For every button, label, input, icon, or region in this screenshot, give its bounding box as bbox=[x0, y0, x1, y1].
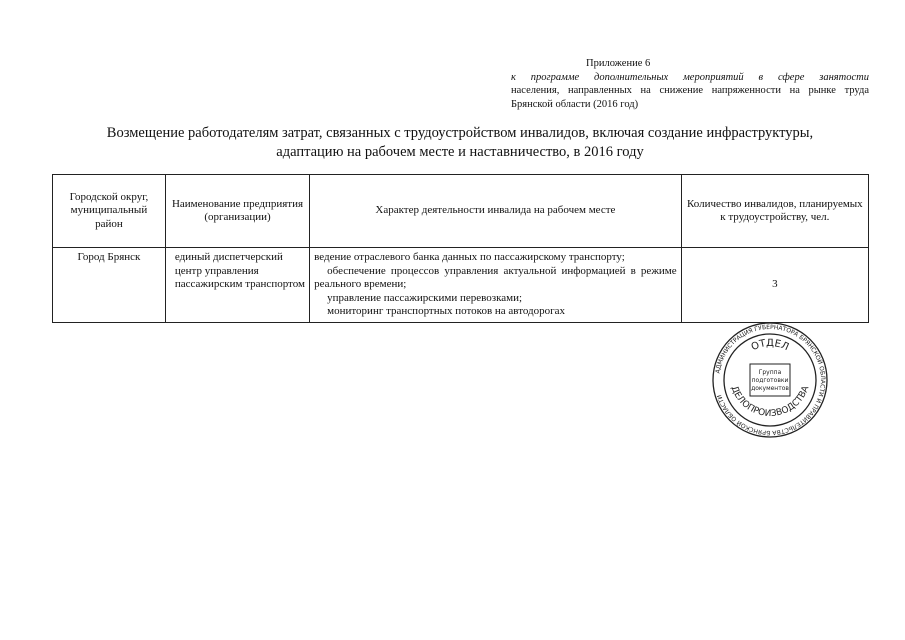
stamp-top-text: ОТДЕЛ bbox=[749, 337, 791, 354]
stamp-center-line-1: Группа bbox=[758, 369, 782, 376]
official-stamp bbox=[700, 320, 840, 440]
cell-activity bbox=[310, 248, 682, 323]
appendix-line-3: Брянской области (2016 год) bbox=[511, 98, 639, 110]
header-organization: Наименование предприятия (организации) bbox=[165, 175, 309, 248]
activity-item: управление пассажирскими перевозками; bbox=[327, 291, 523, 304]
cell-count: 3 bbox=[681, 248, 868, 323]
document-title bbox=[60, 124, 860, 162]
header-district: Городской округ, муниципальный район bbox=[53, 175, 166, 248]
activity-item: ведение отраслевого банка данных по пассажирскому транспорту; bbox=[314, 251, 625, 263]
cell-district: Город Брянск bbox=[53, 248, 166, 323]
stamp-center-line-2: подготовки bbox=[751, 377, 789, 384]
table-row bbox=[53, 248, 869, 323]
stamp-seal-icon bbox=[700, 320, 840, 440]
stamp-bottom-text: ДЕЛОПРОИЗВОДСТВА bbox=[728, 384, 812, 420]
activity-item: мониторинг транспортных потоков на автодорогах bbox=[327, 305, 566, 317]
stamp-center-line-3: документов bbox=[751, 385, 789, 392]
employment-table bbox=[52, 174, 869, 323]
appendix-title: Приложение 6 bbox=[586, 58, 651, 69]
table-header-row bbox=[53, 175, 869, 248]
document-title-line-1: Возмещение работодателям затрат, связанных с трудоустройством инвалидов, включая создание инфраструктуры, bbox=[106, 125, 814, 141]
appendix-block bbox=[511, 57, 869, 111]
appendix-line-2: населения, направленных на снижение напряженности на рынке труда bbox=[511, 85, 869, 96]
appendix-line-1: к программе дополнительных мероприятий в сфере занятости bbox=[511, 71, 869, 83]
stamp-outer-text: АДМИНИСТРАЦИЯ ГУБЕРНАТОРА БРЯНСКОЙ ОБЛАСТИ И ПРАВИТЕЛЬСТВА БРЯНСКОЙ ОБЛАСТИ bbox=[714, 323, 827, 437]
header-count: Количество инвалидов, планируемых к трудоустройству, чел. bbox=[681, 175, 868, 248]
activity-item: обеспечение процессов управления актуальной информацией в режиме реального времени; bbox=[314, 264, 677, 290]
cell-organization: единый диспетчерский центр управления пассажирским транспортом bbox=[165, 248, 309, 323]
document-title-line-2: адаптацию на рабочем месте и наставничество, в 2016 году bbox=[276, 144, 644, 160]
header-activity: Характер деятельности инвалида на рабочем месте bbox=[310, 175, 682, 248]
